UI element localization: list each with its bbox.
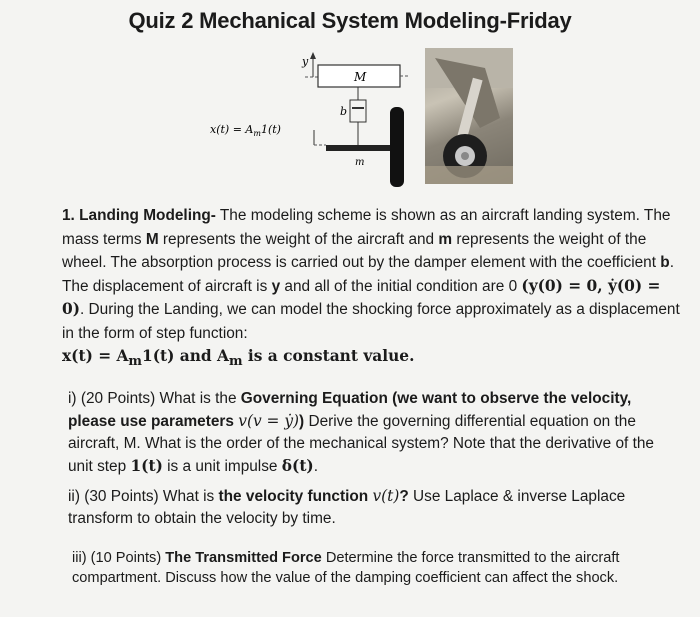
wheel-label: m [355, 157, 365, 168]
input-label: $x(t) = A_m1(t)$ [210, 123, 281, 138]
landing-gear-photo [425, 48, 513, 184]
question-2: ii) (30 Points) What is the velocity function v(t)? Use Laplace & inverse Laplace transform to obtain the velocity by time. [68, 487, 626, 527]
y-label: y [302, 55, 309, 68]
page-title: Quiz 2 Mechanical System Modeling-Friday [128, 8, 572, 33]
mass-label: M [354, 70, 367, 84]
wheel-shape [390, 107, 404, 187]
damper-label: b [340, 105, 348, 118]
question-1: i) (20 Points) What is the Governing Equation (we want to observe the velocity, please use parameters v(v = ẏ)) Derive the governing differential equation on the aircraft, M. What is the order of the mechanical system? Note that the derivative of the unit step 1(t) is a unit impulse δ(t). [68, 390, 654, 475]
question-3: iii) (10 Points) The Transmitted Force Determine the force transmitted to the aircraft compartment. Discuss how the value of the damping coefficient can affect the shock. [72, 550, 620, 586]
problem-statement: 1. Landing Modeling- The modeling scheme is shown as an aircraft landing system. The mass terms M represents the weight of the aircraft and m represents the weight of the wheel. The absorption process is carried out by the damper element with the coefficient b. The displacement of aircraft is y and all of the initial condition are 0 (y(0) = 0, ẏ(0) = 0). During the Landing, we can model the shocking force approximately as a displacement in the form of step function: $x(t) = A_m1(t)$ and $A_m$ is a constant value. [62, 207, 680, 370]
